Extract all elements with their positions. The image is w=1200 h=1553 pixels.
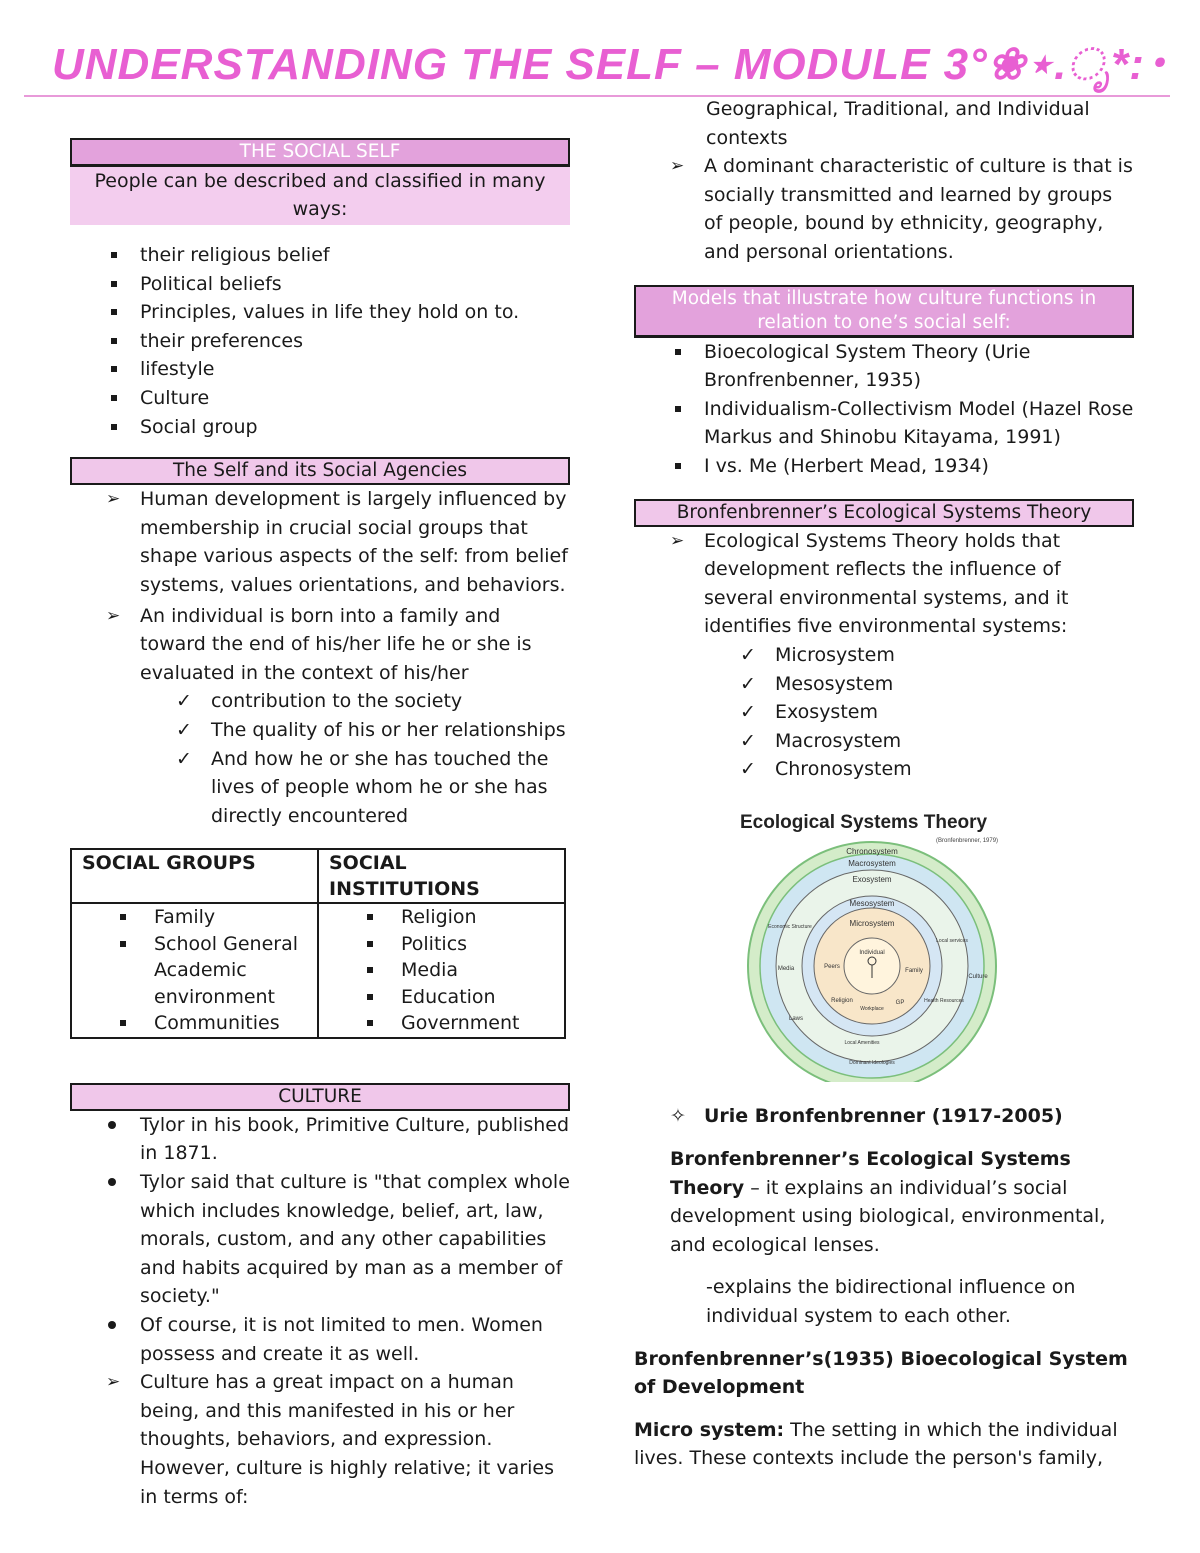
agencies-heading: The Self and its Social Agencies (70, 457, 570, 485)
list-item: ✓ Mesosystem (634, 670, 1134, 699)
list-item: ➢ A dominant characteristic of culture is that is socially transmitted and learned by groups of people, bound by ethnicity, geography, and personal orientations. (634, 152, 1134, 266)
agencies-list (70, 485, 570, 687)
list-item: ➢ An individual is born into a family and toward the end of his/her life he or she is evaluated in the context of his/her (70, 602, 570, 688)
social-self-heading: THE SOCIAL SELF (70, 138, 570, 167)
social-self-list (70, 241, 570, 441)
social-self-intro: People can be described and classified in many ways: (70, 167, 570, 225)
page-title: UNDERSTANDING THE SELF – MODULE 3°❀⋆.ೃ*:･ (52, 40, 1168, 89)
models-list (634, 338, 1134, 481)
micro-item-workplace: Workplace (860, 1005, 884, 1012)
list-item: Principles, values in life they hold on to. (70, 298, 570, 327)
diagram-title: Ecological Systems Theory (740, 811, 988, 833)
ecological-list (634, 527, 1134, 641)
list-item: Political beliefs (70, 270, 570, 299)
exo-item-media: Media (777, 965, 795, 972)
list-item: lifestyle (70, 355, 570, 384)
list-item: Politics (319, 931, 564, 958)
ring-label-meso: Mesosystem (849, 898, 895, 908)
exo-item-laws: Laws (788, 1015, 804, 1022)
list-item: Culture (70, 384, 570, 413)
culture-heading: CULTURE (70, 1083, 570, 1111)
theory-title: Bronfenbrenner’s Ecological Systems Theory (670, 1148, 1071, 1199)
ring-label-exo: Exosystem (852, 874, 892, 884)
culture-list (70, 1111, 570, 1368)
right-column (634, 95, 1134, 1473)
groups-cell (71, 903, 318, 1038)
list-item: Tylor said that culture is "that complex whole which includes knowledge, belief, art, law, morals, custom, and any other capabilities and habits acquired by man as a member of society." (70, 1168, 570, 1311)
micro-system-text: The setting in which the individual lives. These contexts include the person's family, (634, 1418, 1118, 1470)
list-item: Communities (72, 1010, 317, 1037)
micro-item-religion: Religion (831, 997, 853, 1004)
micro-item-gp: GP (895, 999, 905, 1006)
exo-item-health: Health Resources (924, 997, 964, 1004)
list-item: I vs. Me (Herbert Mead, 1934) (634, 452, 1134, 481)
list-item: Individualism-Collectivism Model (Hazel Rose Markus and Shinobu Kitayama, 1991) (634, 395, 1134, 452)
micro-item-family: Family (905, 967, 923, 974)
models-heading: Models that illustrate how culture functions in relation to one’s social self: (634, 285, 1134, 338)
list-item: Tylor in his book, Primitive Culture, published in 1871. (70, 1111, 570, 1168)
list-item: ✓ Chronosystem (634, 755, 1134, 784)
list-item: School General Academic environment (72, 931, 317, 1011)
culture-continued: Geographical, Traditional, and Individual contexts (706, 98, 1090, 149)
list-item: ✓ And how he or she has touched the lives of people whom he or she has directly encountered (70, 745, 570, 831)
list-item: ✓ The quality of his or her relationships (70, 716, 570, 745)
micro-system-paragraph (634, 1416, 1134, 1473)
agencies-checklist (70, 687, 570, 830)
micro-system-label: Micro system: (634, 1418, 785, 1441)
institutions-cell (318, 903, 565, 1038)
systems-checklist (634, 641, 1134, 784)
exo-item-amenities: Local Amenities (844, 1039, 880, 1046)
diagram-subtitle: (Bronfenbrenner, 1979) (936, 837, 999, 844)
list-item: ➢ Ecological Systems Theory holds that development reflects the influence of several environmental systems, and it identifies five environmental systems: (634, 527, 1134, 641)
theory-paragraph (670, 1145, 1134, 1259)
list-item: ✓ contribution to the society (70, 687, 570, 716)
ring-label-macro: Macrosystem (848, 858, 896, 868)
list-item: Social group (70, 413, 570, 442)
ecological-heading: Bronfenbrenner’s Ecological Systems Theory (634, 499, 1134, 527)
bronfenbrenner-name: ✧ Urie Bronfenbrenner (1917-2005) (634, 1102, 1134, 1131)
list-item: Government (319, 1010, 564, 1037)
list-item: their preferences (70, 327, 570, 356)
exo-item-economic: Economic Structure (768, 923, 812, 930)
micro-item-peers: Peers (824, 963, 840, 970)
list-item: ➢ Human development is largely influenced by membership in crucial social groups that shape various aspects of the self: from belief systems, values orientations, and behaviors. (70, 485, 570, 599)
ring-label-micro: Microsystem (849, 918, 895, 928)
list-item: ➢ Culture has a great impact on a human being, and this manifested in his or her thoughts, behaviors, and expression. However, culture is highly relative; it varies in terms of: (70, 1368, 570, 1511)
list-item: Education (319, 984, 564, 1011)
list-item: Religion (319, 904, 564, 931)
list-item: ✓ Microsystem (634, 641, 1134, 670)
left-column (70, 138, 570, 1511)
list-item: Of course, it is not limited to men. Women possess and create it as well. (70, 1311, 570, 1368)
table-header-groups: SOCIAL GROUPS (71, 849, 318, 903)
groups-table (70, 848, 566, 1039)
ecological-systems-diagram (738, 806, 1018, 1082)
exo-item-services: Local services (936, 937, 968, 944)
culture-arrow-list-2 (634, 152, 1134, 266)
ring-label-chrono: Chronosystem (846, 846, 898, 856)
bioecological-title: Bronfenbrenner’s(1935) Bioecological System of Development (634, 1347, 1128, 1399)
list-item: Family (72, 904, 317, 931)
culture-arrow-list (70, 1368, 570, 1511)
list-item: their religious belief (70, 241, 570, 270)
list-item: Media (319, 957, 564, 984)
ring-label-individual: Individual (859, 949, 885, 956)
bidirectional-note: -explains the bidirectional influence on individual system to each other. (706, 1276, 1076, 1328)
table-header-institutions: SOCIAL INSTITUTIONS (318, 849, 565, 903)
list-item: ✓ Macrosystem (634, 727, 1134, 756)
list-item: ✓ Exosystem (634, 698, 1134, 727)
macro-item-ideologies: Dominant Ideologies (849, 1059, 895, 1066)
list-item: Bioecological System Theory (Urie Bronfrenbenner, 1935) (634, 338, 1134, 395)
theory-text: – it explains an individual’s social development using biological, environmental, and ecological lenses. (670, 1176, 1106, 1256)
macro-item-culture: Culture (968, 973, 988, 980)
